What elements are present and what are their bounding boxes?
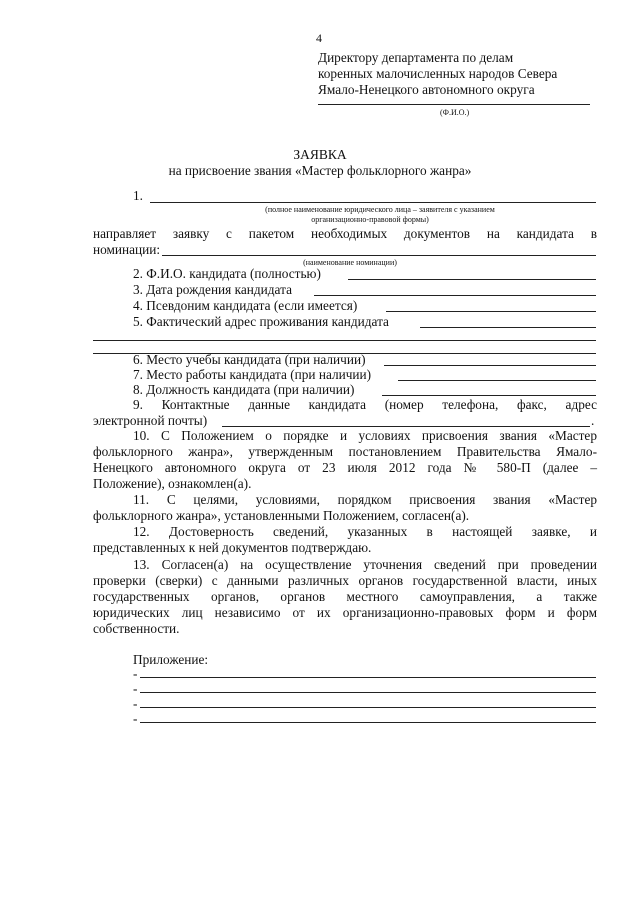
appendix-dash-3: - bbox=[133, 696, 138, 711]
nomination-field[interactable] bbox=[162, 255, 596, 256]
nomination-caption: (наименование номинации) bbox=[303, 258, 397, 267]
item-3-label: 3. Дата рождения кандидата bbox=[133, 282, 292, 297]
paragraph-13-line-2: проверки (сверки) с данными различных органов государственной власти, иных bbox=[93, 573, 597, 588]
paragraph-13-line-5: собственности. bbox=[93, 621, 180, 636]
paragraph-13-line-3: государственных органов, органов местного самоуправления, а также bbox=[93, 589, 597, 604]
paragraph-11-line-2: фольклорного жанра», установленными Положением, согласен(а). bbox=[93, 508, 470, 523]
item-4-label: 4. Псевдоним кандидата (если имеется) bbox=[133, 298, 358, 313]
appendix-line-4[interactable] bbox=[140, 722, 596, 723]
applicant-caption-1: (полное наименование юридического лица – заявителя с указанием bbox=[265, 205, 495, 214]
paragraph-13-line-1: 13. Согласен(а) на осуществление уточнения сведений при проведении bbox=[133, 557, 597, 572]
paragraph-13-line-4: юридических лиц независимо от их организационно-правовых форм и форм bbox=[93, 605, 597, 620]
applicant-caption-2: организационно-правовой формы) bbox=[311, 215, 429, 224]
document-title: ЗАЯВКА bbox=[293, 147, 347, 162]
appendix-dash-4: - bbox=[133, 711, 138, 726]
addressee-line-3: Ямало-Ненецкого автономного округа bbox=[318, 82, 535, 97]
item-9-line-1: 9. Контактные данные кандидата (номер телефона, факс, адрес bbox=[133, 397, 597, 412]
item-8-label: 8. Должность кандидата (при наличии) bbox=[133, 382, 355, 397]
appendix-dash-1: - bbox=[133, 666, 138, 681]
appendix-label: Приложение: bbox=[133, 652, 209, 667]
appendix-line-3[interactable] bbox=[140, 707, 596, 708]
address-field-line-2[interactable] bbox=[93, 340, 596, 341]
item-9-line-2: электронной почты) bbox=[93, 413, 208, 428]
item-7-label: 7. Место работы кандидата (при наличии) bbox=[133, 367, 372, 382]
addressee-line-1: Директору департамента по делам bbox=[318, 50, 514, 65]
addressee-line-2: коренных малочисленных народов Севера bbox=[318, 66, 558, 81]
document-subtitle: на присвоение звания «Мастер фольклорного жанра» bbox=[168, 163, 472, 178]
appendix-line-2[interactable] bbox=[140, 692, 596, 693]
work-place-field[interactable] bbox=[398, 380, 596, 381]
paragraph-10-line-4: Положение), ознакомлен(а). bbox=[93, 476, 252, 491]
paragraph-11-line-1: 11. С целями, условиями, порядком присвоения звания «Мастер bbox=[133, 492, 597, 507]
birth-date-field[interactable] bbox=[314, 295, 596, 296]
item-1-text-line-2: номинации: bbox=[93, 242, 161, 257]
candidate-fio-field[interactable] bbox=[348, 279, 596, 280]
item-1-number: 1. bbox=[133, 188, 143, 203]
study-place-field[interactable] bbox=[384, 365, 596, 366]
paragraph-10-line-2: фольклорного жанра», утвержденным постановлением Правительства Ямало- bbox=[93, 444, 597, 459]
position-field[interactable] bbox=[382, 395, 596, 396]
paragraph-12-line-2: представленных к ней документов подтверждаю. bbox=[93, 540, 372, 555]
pseudonym-field[interactable] bbox=[386, 311, 596, 312]
item-2-label: 2. Ф.И.О. кандидата (полностью) bbox=[133, 266, 321, 281]
fio-caption: (Ф.И.О.) bbox=[440, 108, 470, 117]
fio-field-line[interactable] bbox=[318, 104, 590, 105]
applicant-name-field[interactable] bbox=[150, 202, 596, 203]
item-1-text-line-1: направляет заявку с пакетом необходимых документов на кандидата в bbox=[93, 226, 597, 241]
item-6-label: 6. Место учебы кандидата (при наличии) bbox=[133, 352, 366, 367]
address-field-line-1[interactable] bbox=[420, 327, 596, 328]
paragraph-10-line-3: Ненецкого автономного округа от 23 июля 2012 года № 580-П (далее – bbox=[93, 460, 597, 475]
item-5-label: 5. Фактический адрес проживания кандидата bbox=[133, 314, 389, 329]
contacts-field[interactable] bbox=[222, 426, 590, 427]
appendix-line-1[interactable] bbox=[140, 677, 596, 678]
paragraph-10-line-1: 10. С Положением о порядке и условиях присвоения звания «Мастер bbox=[133, 428, 597, 443]
page-number: 4 bbox=[316, 31, 322, 45]
appendix-dash-2: - bbox=[133, 681, 138, 696]
item-9-end: . bbox=[591, 413, 595, 428]
paragraph-12-line-1: 12. Достоверность сведений, указанных в настоящей заявке, и bbox=[133, 524, 597, 539]
